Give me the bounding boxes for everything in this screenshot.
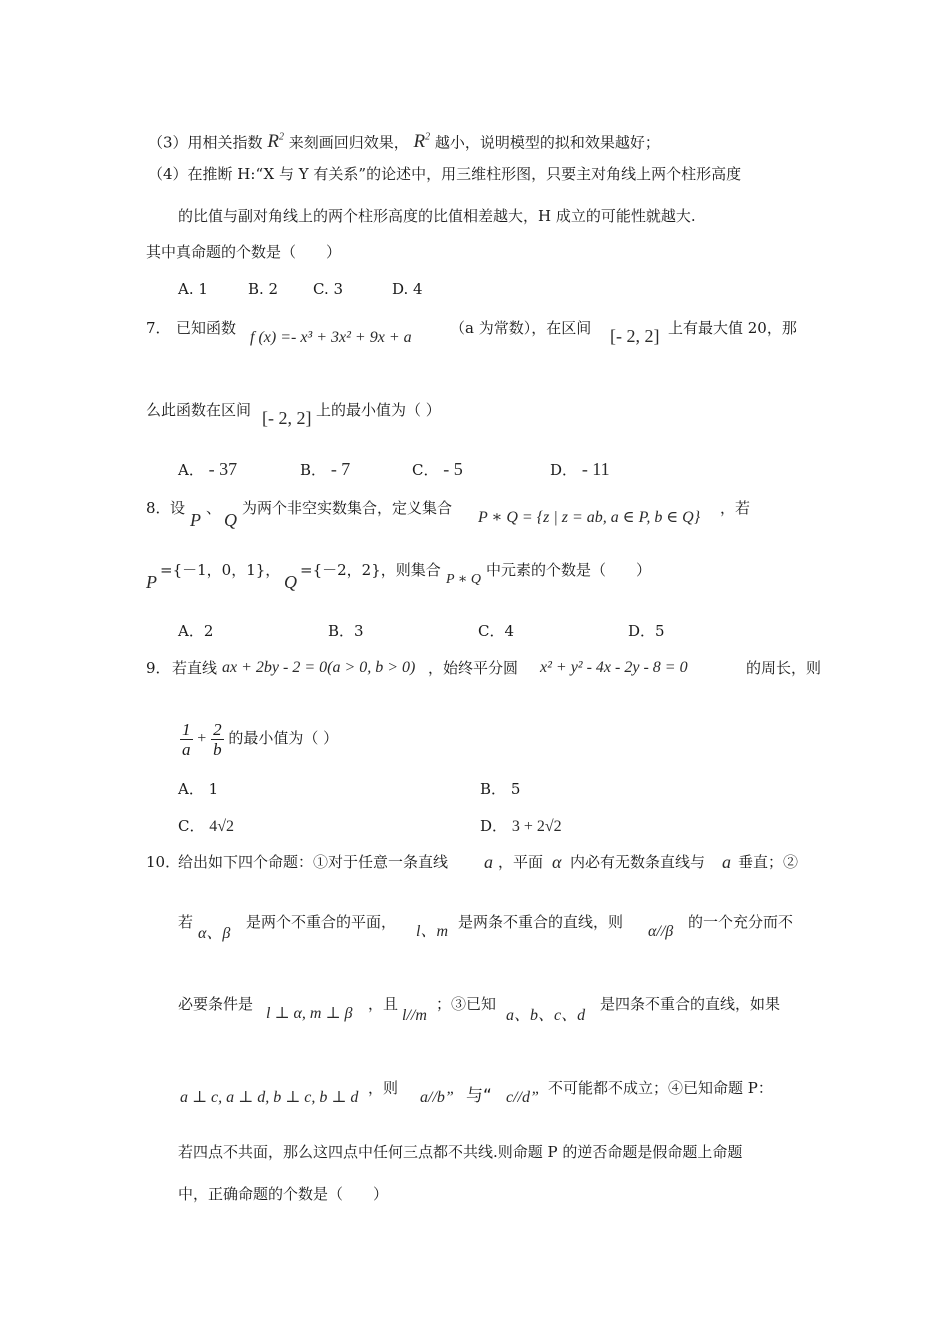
q10-text-4: 垂直；②	[738, 853, 799, 871]
item-3-text-b: 来刻画回归效果，	[288, 133, 409, 152]
q8-p-set: ={－1，0，1}，	[160, 561, 281, 579]
q9-option-c	[178, 816, 234, 837]
r-symbol: R	[267, 131, 279, 153]
q6-ask: 其中真命题的个数是（ ）	[146, 243, 342, 261]
q9-option-a-label: A．	[178, 780, 204, 798]
q9-fraction-1-numerator: 1	[182, 719, 191, 739]
q9-circle-equation: x² + y² - 4x - 2y - 8 = 0	[540, 659, 688, 676]
q10-condition: l ⊥ α, m ⊥ β	[266, 1005, 353, 1022]
q10-text-9: 必要条件是	[178, 995, 254, 1013]
q10-text-3: 内必有无数条直线与	[570, 853, 706, 871]
q9-fraction-1-denominator: a	[182, 739, 191, 759]
q7-option-a	[178, 459, 237, 480]
q10-text-14: 不可能都不成立；④已知命题 P：	[548, 1079, 773, 1097]
q10-text-16: 中，正确命题的个数是（ ）	[178, 1185, 389, 1203]
q9-expression	[180, 718, 338, 759]
q8-option-d: D．5	[628, 622, 665, 640]
q8-separator: 、	[206, 499, 222, 517]
q10-line-a-2: a	[722, 852, 731, 872]
q9-option-a	[178, 779, 218, 799]
q8-text-3: ，若	[720, 499, 751, 517]
q10-parallel-planes: α//β	[648, 923, 674, 940]
q8-set-q: Q	[224, 510, 237, 530]
q10-line-a: a	[484, 852, 493, 872]
q9-text-2: ，始终平分圆	[428, 659, 519, 677]
q10-text-11: ；③已知	[436, 995, 497, 1013]
q9-option-d-label: D．	[480, 817, 508, 835]
q9-text-4: 的最小值为（ ）	[228, 729, 339, 747]
q10-ab-parallel: a//b”	[420, 1089, 454, 1106]
q8-number: 8．	[146, 499, 171, 517]
q8-definition: P ∗ Q = {z | z = ab, a ∈ P, b ∈ Q}	[478, 509, 701, 526]
q6-option-c: C. 3	[313, 280, 344, 298]
q10-text-15: 若四点不共面，那么这四点中任何三点都不共线.则命题 P 的逆否命题是假命题上命题	[178, 1143, 743, 1161]
q7-option-d	[550, 459, 610, 480]
q7-option-a-label: A．	[178, 461, 204, 479]
item-3-text-c: 越小，说明模型的拟和效果越好；	[434, 133, 660, 152]
q9-option-a-value: 1	[208, 780, 219, 798]
q7-option-a-value: - 37	[208, 459, 238, 479]
item-3-text: （3）用相关指数	[148, 133, 263, 152]
q10-text-7: 是两条不重合的直线，则	[458, 913, 624, 931]
q8-set-p: P	[190, 510, 201, 530]
q10-text-6: 是两个不重合的平面，	[246, 913, 397, 931]
q10-lines-abcd: a、b、c、d	[506, 1007, 586, 1024]
q10-text-2: ，平面	[498, 853, 544, 871]
q7-text-3: 上有最大值 20，那	[668, 319, 797, 337]
q7-text-2: （a 为常数），在区间	[450, 319, 592, 337]
r-symbol-2: R	[413, 131, 426, 153]
q10-lines-lm: l、m	[416, 923, 449, 940]
item-4-line-1: （4）在推断 H:“X 与 Y 有关系”的论述中，用三维柱形图，只要主对角线上两个柱形高度	[148, 165, 742, 183]
q7-option-c-label: C．	[412, 461, 439, 479]
q7-text-5: 上的最小值为（ ）	[316, 401, 441, 419]
q10-perpendicular-conditions: a ⊥ c, a ⊥ d, b ⊥ c, b ⊥ d	[180, 1089, 359, 1106]
q10-text-1: 给出如下四个命题：①对于任意一条直线	[178, 853, 449, 871]
q7-option-d-value: - 11	[581, 459, 610, 479]
q8-option-c: C．4	[478, 622, 515, 640]
q10-text-8: 的一个充分而不	[688, 913, 794, 931]
q10-text-12: 是四条不重合的直线，如果	[600, 995, 781, 1013]
q8-q-set: ={－2，2}，则集合	[300, 561, 441, 579]
item-4-line-2: 的比值与副对角线上的两个柱形高度的比值相差越大，H 成立的可能性就越大.	[178, 207, 696, 225]
q7-text-4: 么此函数在区间	[146, 401, 252, 419]
q9-text-1: 若直线	[172, 659, 218, 677]
q10-text-13: ，则	[368, 1079, 399, 1097]
q9-option-b-value: 5	[510, 780, 521, 798]
q7-option-c-value: - 5	[443, 459, 463, 479]
q9-fraction-2-denominator: b	[213, 739, 222, 759]
q7-option-b-value: - 7	[330, 459, 351, 479]
q8-option-b: B．3	[328, 622, 364, 640]
item-3-line	[148, 128, 660, 152]
q10-cd-parallel: c//d”	[506, 1089, 539, 1106]
q8-text-2: 为两个非空实数集合，定义集合	[242, 499, 453, 517]
q10-text-5: 若	[178, 913, 194, 931]
q8-text-4: 中元素的个数是（ ）	[486, 561, 652, 579]
q9-option-c-value: 4√2	[209, 818, 235, 835]
r-squared: $R^2$	[267, 131, 284, 153]
q8-text-1: 设	[170, 499, 186, 517]
q7-interval-2: [- 2, 2]	[262, 408, 312, 428]
q9-fraction-1	[180, 720, 193, 759]
q7-number: 7．	[146, 319, 171, 337]
q6-option-b: B. 2	[248, 280, 279, 298]
q7-option-d-label: D．	[550, 461, 578, 479]
q9-option-c-label: C．	[178, 817, 205, 835]
q9-fraction-2-numerator: 2	[213, 719, 222, 739]
q10-yu: 与“	[466, 1086, 492, 1106]
q7-option-b	[300, 459, 350, 480]
q10-text-10: ，且	[368, 995, 399, 1013]
q10-planes: α、β	[198, 925, 231, 942]
q7-text-1: 已知函数	[176, 319, 237, 337]
q8-option-a: A．2	[178, 622, 214, 640]
q6-option-d: D. 4	[392, 280, 423, 298]
q10-number: 10．	[146, 853, 181, 871]
q7-function: f (x) =- x³ + 3x² + 9x + a	[250, 329, 412, 346]
q10-lm-parallel: l//m	[402, 1007, 427, 1024]
q6-option-a: A. 1	[178, 280, 208, 298]
q7-interval: [- 2, 2]	[610, 326, 660, 346]
r-squared-2: $R^2$	[413, 131, 431, 153]
q7-option-c	[412, 459, 463, 480]
q9-option-b	[480, 779, 520, 799]
q9-option-b-label: B．	[480, 780, 507, 798]
q9-option-d-value: 3 + 2√2	[511, 818, 562, 835]
q9-number: 9．	[146, 659, 171, 677]
q9-plus: +	[197, 730, 207, 747]
q8-set-q-2: Q	[284, 572, 297, 592]
q9-line-equation: ax + 2by - 2 = 0(a > 0, b > 0)	[222, 659, 416, 676]
q10-plane-alpha: α	[552, 852, 562, 872]
q7-option-b-label: B．	[300, 461, 327, 479]
q8-p-star-q: P ∗ Q	[446, 572, 481, 587]
q9-fraction-2	[211, 720, 224, 759]
q9-text-3: 的周长，则	[746, 659, 822, 677]
q9-option-d	[480, 816, 562, 837]
q8-set-p-2: P	[146, 572, 157, 592]
